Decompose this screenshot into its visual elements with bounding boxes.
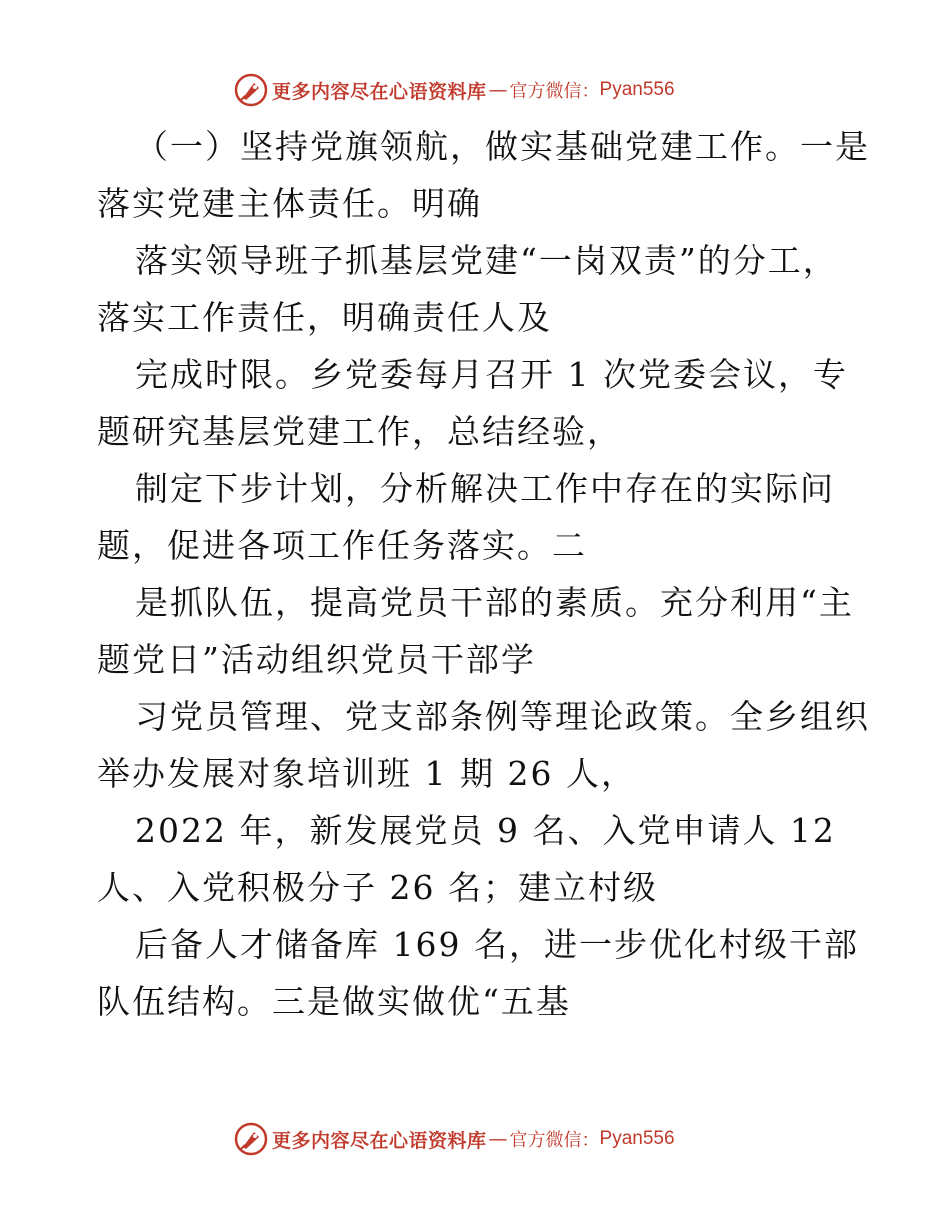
banner-wechat-label: 官方微信： — [509, 1130, 600, 1151]
banner-site-name: 更多内容尽在心语资料库 — [272, 80, 487, 103]
text-line: 后备人才储备库 169 名，进一步优化村级干部 — [135, 925, 859, 964]
document-body — [97, 118, 870, 1030]
text-line: 制定下步计划，分析解决工作中存在的实际问 — [135, 469, 835, 508]
header-watermark-banner — [234, 72, 714, 108]
footer-watermark-banner — [234, 1121, 714, 1157]
banner-site-name: 更多内容尽在心语资料库 — [272, 1129, 487, 1152]
text-line: 习党员管理、党支部条例等理论政策。全乡组织 — [135, 697, 870, 736]
banner-wechat-id: Pyan556 — [599, 79, 675, 100]
pen-nib-logo-icon — [234, 1122, 268, 1156]
text-line: 队伍结构。三是做实做优“五基 — [97, 982, 571, 1021]
banner-wechat-id: Pyan556 — [599, 1128, 675, 1149]
text-line: 人、入党积极分子 26 名；建立村级 — [97, 868, 658, 907]
text-line: 落实工作责任，明确责任人及 — [97, 298, 552, 337]
text-line: 完成时限。乡党委每月召开 1 次党委会议，专 — [135, 355, 848, 394]
text-line: 题，促进各项工作任务落实。二 — [97, 526, 587, 565]
text-line: 是抓队伍，提高党员干部的素质。充分利用“主 — [135, 583, 854, 622]
banner-wechat-label: 官方微信： — [509, 81, 600, 102]
banner-separator: — — [488, 79, 508, 101]
text-line: 题研究基层党建工作，总结经验， — [97, 412, 622, 451]
text-line: 落实党建主体责任。明确 — [97, 184, 482, 223]
text-line: 落实领导班子抓基层党建“一岗双责”的分工， — [135, 241, 838, 280]
banner-separator: — — [488, 1128, 508, 1150]
text-line: 举办发展对象培训班 1 期 26 人， — [97, 754, 636, 793]
text-line: 2022 年，新发展党员 9 名、入党申请人 12 — [135, 811, 836, 850]
text-line: 题党日”活动组织党员干部学 — [97, 640, 536, 679]
text-line: （一）坚持党旗领航，做实基础党建工作。一是 — [135, 127, 870, 166]
pen-nib-logo-icon — [234, 73, 268, 107]
